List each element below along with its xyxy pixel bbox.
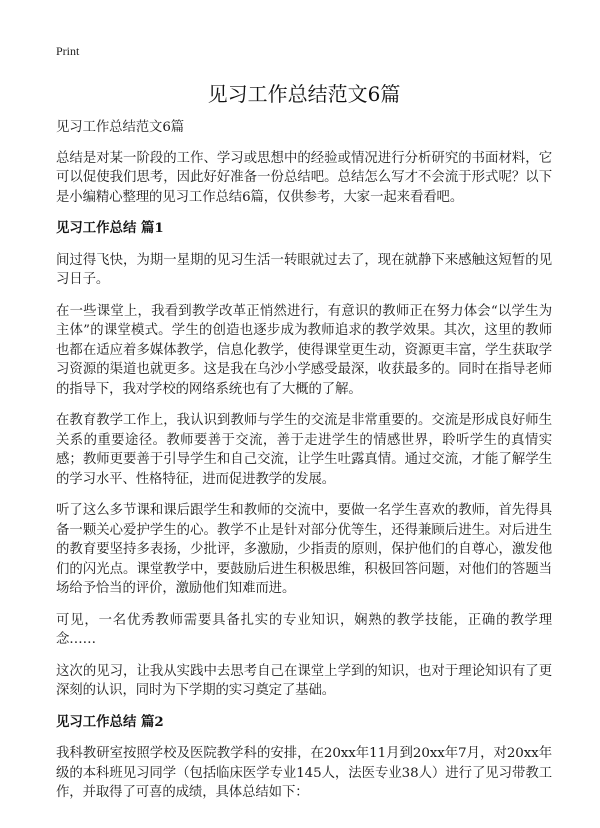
section-heading-2: 见习工作总结 篇2 [56, 713, 164, 730]
section-1-paragraph-3: 在教育教学工作上，我认识到教师与学生的交流是非常重要的。交流是形成良好师生关系的重要途径。教师要善于交流，善于走进学生的情感世界，聆听学生的真情实感；教师更要善于引导学生和自己交流，让学生吐露真情。通过交流，才能了解学生的学习水平、性格特征，进而促进教学的发展。 [56, 413, 552, 487]
intro-paragraph: 总结是对某一阶段的工作、学习或思想中的经验或情况进行分析研究的书面材料，它可以促使我们思考，因此好好准备一份总结吧。总结怎么写才不会流于形式呢？以下是小编精心整理的见习工作总结6篇，仅供参考，大家一起来看看吧。 [56, 150, 552, 205]
print-link[interactable]: Print [56, 44, 80, 58]
section-1-paragraph-5: 可见，一名优秀教师需要具备扎实的专业知识，娴熟的教学技能，正确的教学理念…… [56, 612, 552, 647]
section-2-paragraph-1: 我科教研室按照学校及医院教学科的安排，在20xx年11月到20xx年7月，对20xx年级的本科班见习同学（包括临床医学专业145人，法医专业38人）进行了见习带教工作，并取得了可喜的成绩，具体总结如下： [56, 746, 552, 800]
page-title: 见习工作总结范文6篇 [207, 82, 401, 106]
article-body [56, 118, 552, 815]
section-1-paragraph-4: 听了这么多节课和课后跟学生和教师的交流中，要做一名学生喜欢的教师，首先得具备一颗关心爱护学生的心。教学不止是针对部分优等生，还得兼顾后进生。对后进生的教育要坚持多表扬，少批评，多激励，少指责的原则，保护他们的自尊心，激发他们的闪光点。课堂教学中，要鼓励后进生积极思维，积极回答问题，对他们的答题当场给予恰当的评价，激励他们知难而进。 [56, 503, 552, 596]
section-1-paragraph-2: 在一些课堂上，我看到教学改革正悄然进行，有意识的教师正在努力体会“以学生为主体”的课堂模式。学生的创造也逐步成为教师追求的教学效果。其次，这里的教师也都在适应着多媒体教学，信息化教学，使得课堂更生动，资源更丰富，学生获取学习资源的渠道也就更多。这是我在乌沙小学感受最深，收获最多的。同时在指导老师的指导下，我对学校的网络系统也有了大概的了解。 [56, 303, 552, 397]
section-1-paragraph-6: 这次的见习，让我从实践中去思考自己在课堂上学到的知识，也对于理论知识有了更深刻的认识，同时为下学期的实习奠定了基础。 [56, 663, 552, 698]
section-1-paragraph-1: 间过得飞快，为期一星期的见习生活一转眼就过去了，现在就静下来感触这短暂的见习日子。 [56, 252, 552, 287]
article-subtitle: 见习工作总结范文6篇 [56, 120, 185, 135]
section-heading-1: 见习工作总结 篇1 [56, 220, 164, 236]
